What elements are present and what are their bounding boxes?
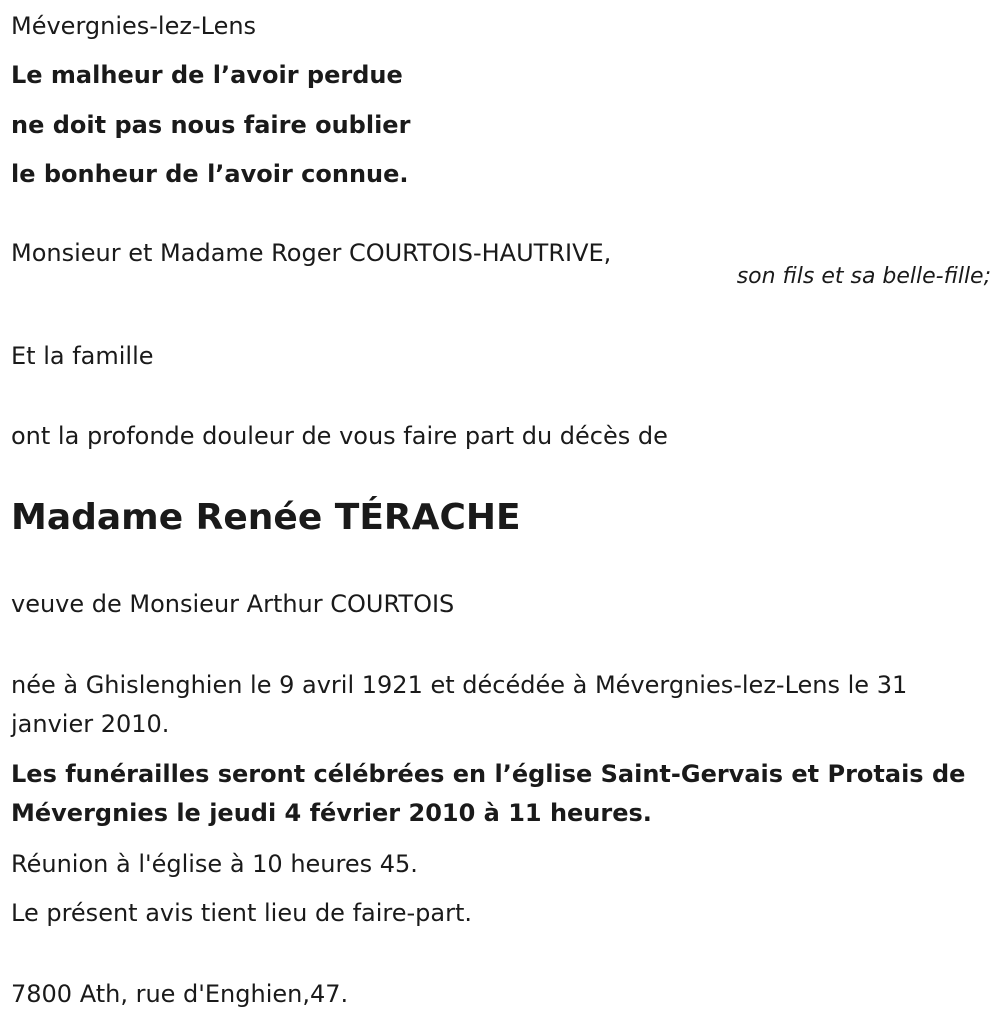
family-others: Et la famille — [11, 342, 154, 370]
announcement-text: ont la profonde douleur de vous faire part du décès de — [11, 422, 668, 450]
widow-of-text: veuve de Monsieur Arthur COURTOIS — [11, 590, 455, 618]
birth-death-text: née à Ghislenghien le 9 avril 1921 et décédée à Mévergnies-lez-Lens le 31 janvier 2010. — [11, 671, 908, 738]
family-relation: son fils et sa belle-fille; — [736, 264, 991, 289]
deceased-name: Madame Renée TÉRACHE — [11, 497, 521, 538]
address-text: 7800 Ath, rue d'Enghien,47. — [11, 980, 349, 1008]
gathering-text: Réunion à l'église à 10 heures 45. — [11, 850, 418, 878]
poem-line-1: Le malheur de l’avoir perdue — [11, 61, 403, 89]
poem-line-3: le bonheur de l’avoir connue. — [11, 160, 409, 188]
funeral-text: Les funérailles seront célébrées en l’église Saint-Gervais et Protais de Mévergnies le jeudi 4 février 2010 à 11 heures. — [11, 760, 966, 827]
locality-text: Mévergnies-lez-Lens — [11, 12, 257, 40]
family-names: Monsieur et Madame Roger COURTOIS-HAUTRIVE, — [11, 239, 612, 267]
notice-text: Le présent avis tient lieu de faire-part. — [11, 899, 473, 927]
poem-line-2: ne doit pas nous faire oublier — [11, 111, 411, 139]
